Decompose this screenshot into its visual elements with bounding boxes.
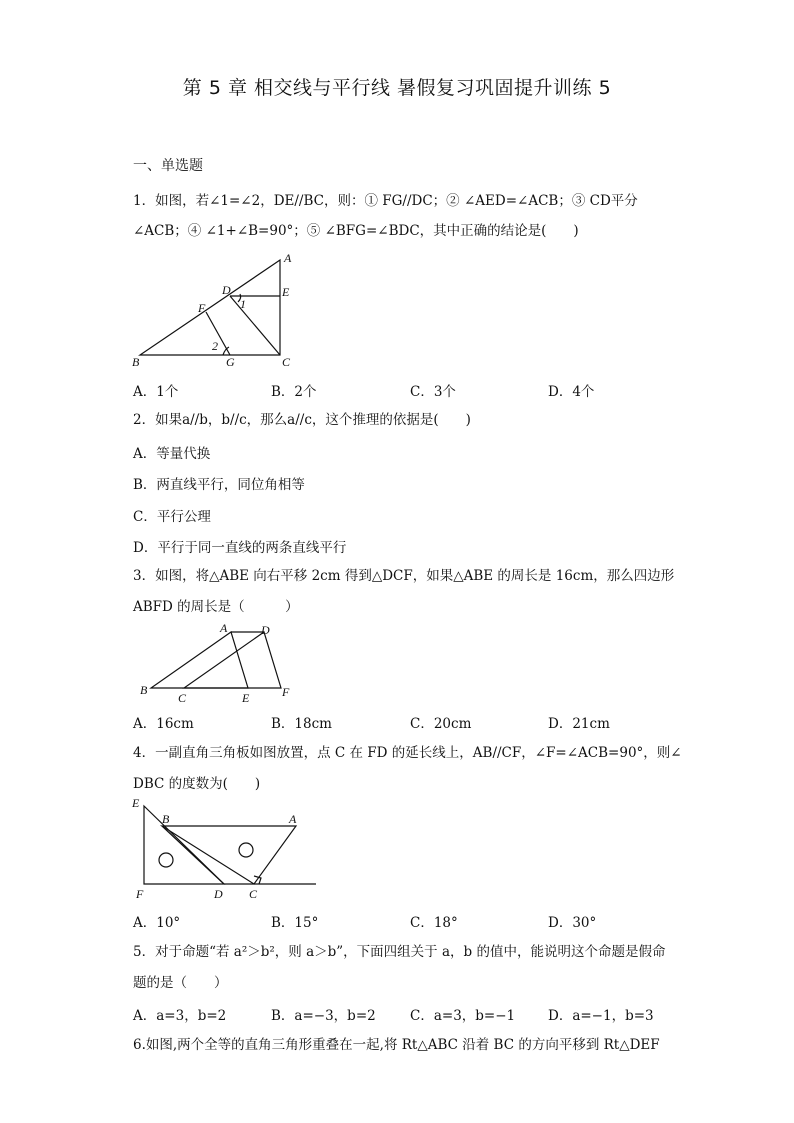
q1-label-e: E — [282, 285, 290, 299]
q5-option-a[interactable]: A．a=3，b=2 — [133, 1008, 227, 1024]
q5-option-b[interactable]: B．a=−3，b=2 — [271, 1008, 376, 1024]
q3-label-c: C — [178, 691, 187, 705]
q3-label-e: E — [242, 691, 250, 705]
q1-stem-line2: ∠ACB；④ ∠1+∠B=90°；⑤ ∠BFG=∠BDC，其中正确的结论是( ) — [133, 223, 579, 239]
q4-label-c: C — [249, 887, 258, 901]
q3-label-a: A — [220, 621, 228, 635]
q4-option-c[interactable]: C．18° — [410, 915, 458, 931]
q1-label-d: D — [222, 283, 231, 297]
q3-stem-line2: ABFD 的周长是（ ） — [133, 599, 299, 615]
q4-option-a[interactable]: A．10° — [133, 915, 181, 931]
q3-triangle-dcf — [184, 632, 281, 688]
q4-label-f: F — [136, 887, 144, 901]
page-title: 第 5 章 相交线与平行线 暑假复习巩固提升训练 5 — [182, 77, 612, 99]
q5-option-c[interactable]: C．a=3，b=−1 — [410, 1008, 516, 1024]
q1-figure — [130, 250, 310, 372]
q1-stem-line1: 1．如图，若∠1=∠2，DE//BC，则：① FG//DC；② ∠AED=∠ACB；③ CD平分 — [133, 193, 638, 209]
q1-label-1: 1 — [240, 297, 246, 311]
q4-label-b: B — [162, 812, 170, 826]
q4-option-d[interactable]: D．30° — [548, 915, 597, 931]
q1-label-g: G — [226, 355, 235, 369]
q2-option-a[interactable]: A．等量代换 — [133, 446, 211, 462]
q3-triangle-abe — [151, 632, 248, 688]
q1-label-c: C — [282, 355, 291, 369]
q4-option-b[interactable]: B．15° — [271, 915, 319, 931]
q1-label-b: B — [132, 355, 140, 369]
q2-option-d[interactable]: D．平行于同一直线的两条直线平行 — [133, 540, 347, 556]
q1-segment-dc — [230, 296, 280, 355]
q5-option-d[interactable]: D．a=−1，b=3 — [548, 1008, 654, 1024]
q1-triangle-abc — [140, 260, 280, 355]
q2-option-b[interactable]: B．两直线平行，同位角相等 — [133, 477, 305, 493]
q4-circle-hole-1 — [159, 853, 173, 867]
q4-label-e: E — [132, 796, 140, 810]
q3-option-d[interactable]: D．21cm — [548, 716, 610, 732]
q3-label-d: D — [261, 623, 270, 637]
q4-label-a: A — [289, 812, 297, 826]
section-heading: 一、单选题 — [133, 158, 203, 174]
q3-label-b: B — [140, 683, 148, 697]
q4-stem-line1: 4．一副直角三角板如图放置，点 C 在 FD 的延长线上，AB//CF，∠F=∠ACB=90°，则∠ — [133, 745, 682, 761]
q4-figure — [128, 794, 323, 906]
q1-option-d[interactable]: D．4个 — [548, 384, 595, 400]
q3-label-f: F — [282, 685, 290, 699]
q5-stem-line1: 5．对于命题“若 a²＞b²，则 a＞b”，下面四组关于 a，b 的值中，能说明这个命题是假命 — [133, 944, 666, 960]
q3-figure — [136, 620, 306, 706]
q1-label-a: A — [284, 251, 292, 265]
q4-circle-hole-2 — [239, 843, 253, 857]
q1-option-c[interactable]: C．3个 — [410, 384, 456, 400]
q4-triangle-bac — [162, 826, 296, 884]
q2-option-c[interactable]: C．平行公理 — [133, 509, 211, 525]
q1-option-a[interactable]: A．1个 — [133, 384, 179, 400]
q3-stem-line1: 3．如图，将△ABE 向右平移 2cm 得到△DCF，如果△ABE 的周长是 16cm，那么四边形 — [133, 568, 675, 584]
q4-label-d: D — [214, 887, 223, 901]
q4-stem-line2: DBC 的度数为( ) — [133, 776, 261, 792]
q2-stem: 2．如果a//b，b//c，那么a//c，这个推理的依据是( ) — [133, 412, 471, 428]
q6-stem: 6.如图,两个全等的直角三角形重叠在一起,将 Rt△ABC 沿着 BC 的方向平移到 Rt△DEF — [133, 1037, 660, 1053]
q1-label-2: 2 — [212, 339, 218, 353]
q3-option-a[interactable]: A．16cm — [133, 716, 194, 732]
q1-option-b[interactable]: B．2个 — [271, 384, 317, 400]
q5-stem-line2: 题的是（ ） — [133, 975, 228, 991]
q3-option-c[interactable]: C．20cm — [410, 716, 472, 732]
q1-label-f: F — [198, 301, 206, 315]
q3-option-b[interactable]: B．18cm — [271, 716, 332, 732]
